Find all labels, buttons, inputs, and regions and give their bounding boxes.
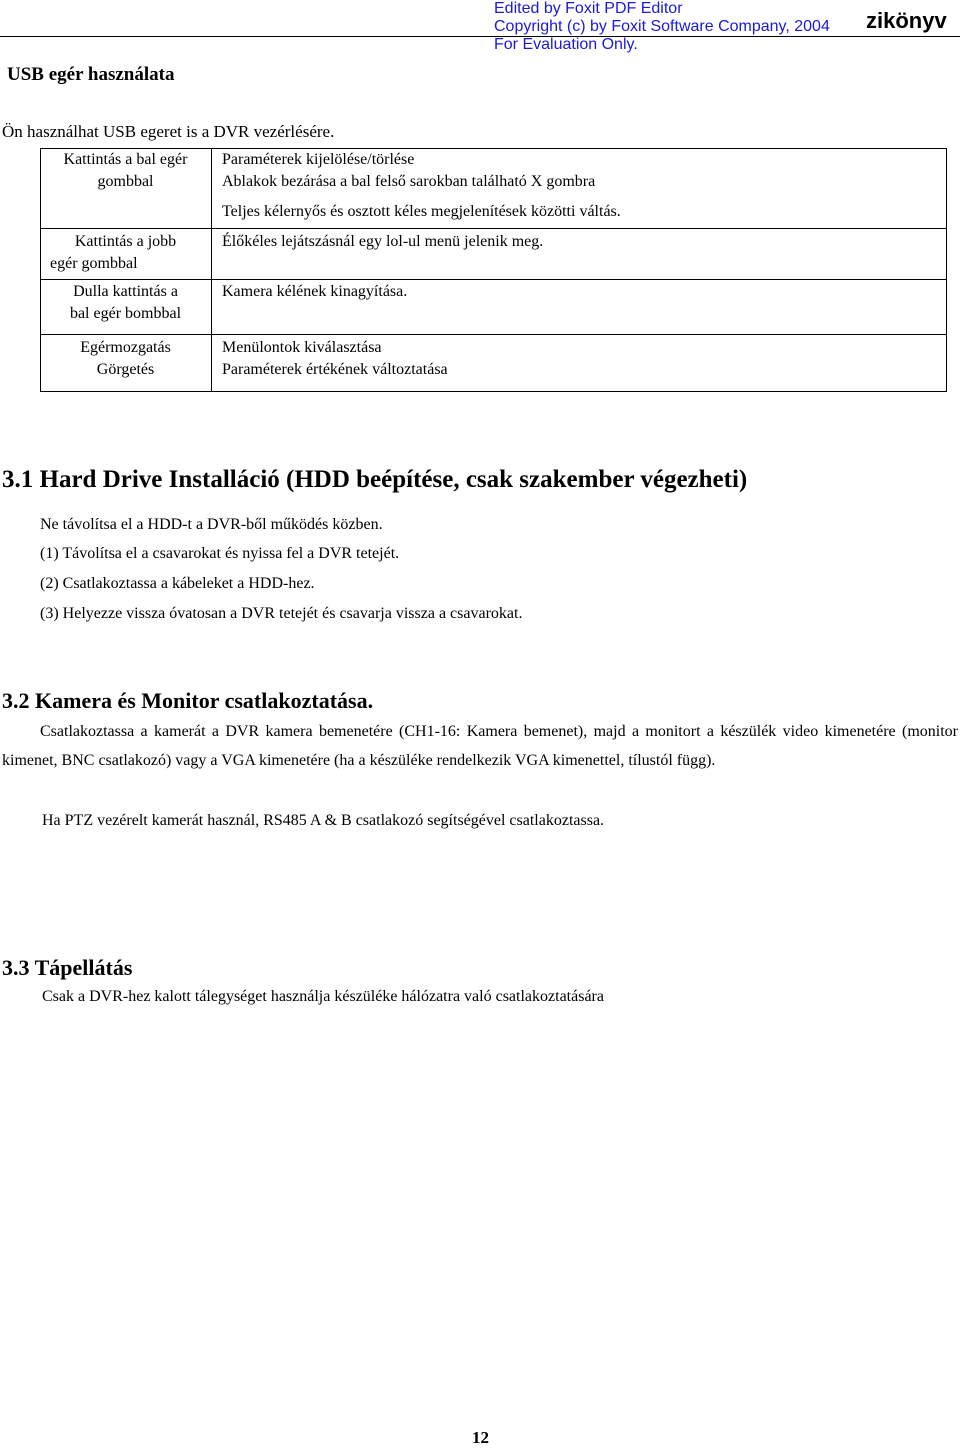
section-3-3-paragraph: Csak a DVR-hez kalott tálegységet használja készüléke hálózatra való csatlakoztatására [42, 988, 604, 1005]
foxit-watermark [494, 0, 830, 54]
watermark-line-2: Copyright (c) by Foxit Software Company, 2004 [494, 18, 830, 35]
section-3-1-heading: 3.1 Hard Drive Installáció (HDD beépítése, csak szakember végezheti) [2, 466, 748, 493]
effect-line: Kamera kélének kinagyítása. [222, 283, 408, 300]
action-line: Görgetés [96, 361, 155, 378]
action-line: Kattintás a bal egér [63, 151, 188, 168]
table-cell-effect [222, 281, 407, 303]
effect-line: Menülontok kiválasztása [222, 339, 382, 356]
table-cell-action [40, 231, 211, 275]
table-cell-action [40, 337, 211, 381]
action-line: Dulla kattintás a [73, 283, 178, 300]
header-title: zikönyv [866, 8, 947, 33]
section-3-1-line: (1) Távolítsa el a csavarokat és nyissa fel a DVR tetejét. [40, 545, 400, 562]
effect-line: Paraméterek kijelölése/törlése [222, 151, 415, 168]
usb-heading: USB egér használata [7, 64, 175, 85]
table-row-divider [40, 334, 947, 335]
effect-line: Ablakok bezárása a bal felső sarokban található X gombra [222, 173, 596, 190]
section-3-3-heading: 3.3 Tápellátás [2, 955, 133, 980]
table-cell-effect [222, 231, 543, 253]
action-line: Kattintás a jobb [74, 233, 177, 250]
section-3-1-line: (2) Csatlakoztassa a kábeleket a HDD-hez. [40, 575, 315, 592]
table-row-divider [40, 279, 947, 280]
table-cell-action [40, 281, 211, 325]
effect-line: Paraméterek értékének változtatása [222, 361, 448, 378]
section-3-2-heading: 3.2 Kamera és Monitor csatlakoztatása. [2, 688, 374, 713]
action-line: Egérmozgatás [80, 339, 171, 356]
section-3-1-line: Ne távolítsa el a HDD-t a DVR-ből működés közben. [40, 516, 383, 533]
section-3-1-line: (3) Helyezze vissza óvatosan a DVR tetejét és csavarja vissza a csavarokat. [40, 605, 523, 622]
table-cell-effect [222, 337, 448, 381]
action-line: gombbal [97, 173, 154, 190]
table-cell-action [40, 149, 211, 193]
table-row-divider [40, 228, 947, 229]
action-line: bal egér bombbal [69, 305, 182, 322]
watermark-line-3: For Evaluation Only. [494, 36, 638, 53]
usb-intro: Ön használhat USB egeret is a DVR vezérlésére. [2, 122, 335, 141]
table-cell-effect [222, 149, 621, 223]
page-number: 12 [472, 1428, 489, 1447]
action-line: egér gombbal [50, 255, 138, 272]
section-3-2-paragraph: Csatlakoztassa a kamerát a DVR kamera bemenetére (CH1-16: Kamera bemenet), majd a monitort a készülék video kimenetére (monitor kimenet, BNC csatlakozó) vagy a VGA kimenetére (ha a készüléke rendelkezik VGA kimenettel, tílustól függ). [2, 723, 958, 769]
table-column-divider [211, 148, 212, 392]
effect-line: Élőkéles lejátszásnál egy lol-ul menü jelenik meg. [222, 233, 544, 250]
watermark-line-1: Edited by Foxit PDF Editor [494, 0, 683, 17]
section-3-2-ptz-note: Ha PTZ vezérelt kamerát használ, RS485 A & B csatlakozó segítségével csatlakoztassa. [42, 812, 605, 829]
header-divider [0, 36, 960, 37]
effect-line: Teljes kélernyős és osztott kéles megjelenítések közötti váltás. [222, 203, 621, 220]
